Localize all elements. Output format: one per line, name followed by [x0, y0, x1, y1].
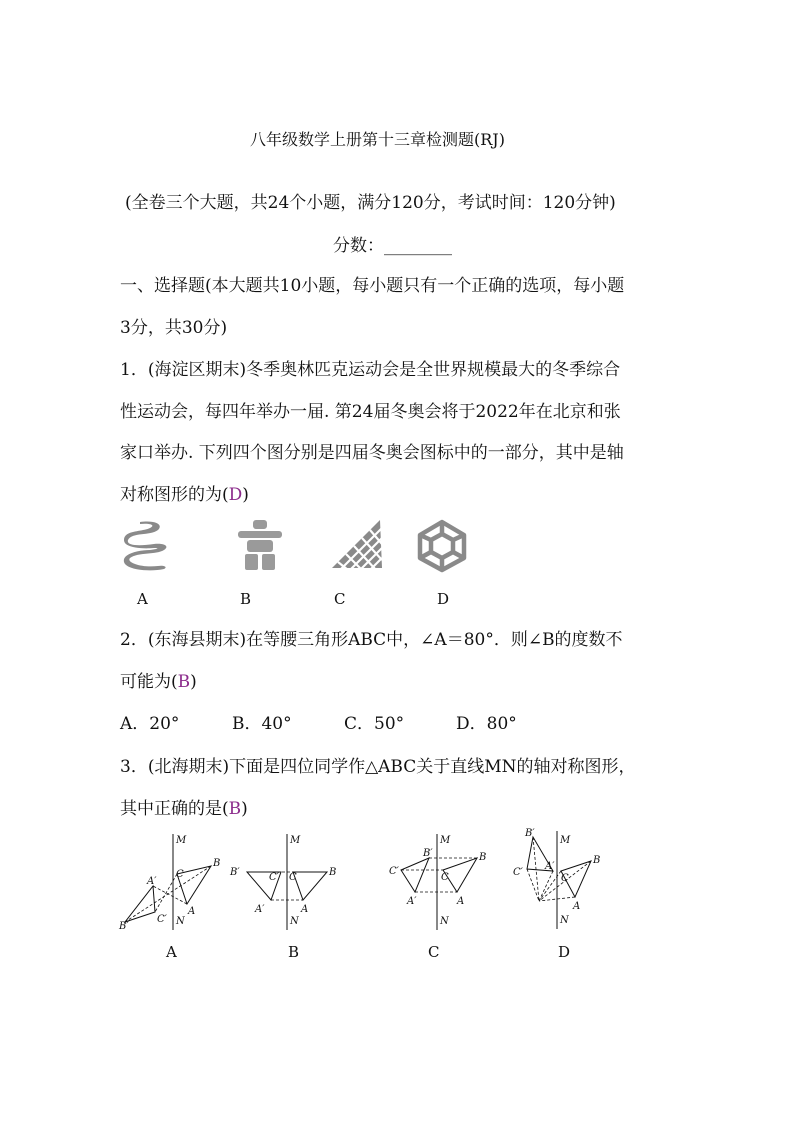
label-a-prime: A′	[407, 896, 417, 907]
q2-option-c: C．50°	[344, 714, 405, 734]
q3-line1: 3．(北海期末)下面是四位同学作△ABC关于直线MN的轴对称图形，	[120, 757, 636, 777]
exam-info: (全卷三个大题，共24个小题，满分120分，考试时间：120分钟)	[125, 193, 616, 213]
q3-figure-b	[225, 830, 345, 935]
q1-option-label-b: B	[240, 590, 252, 608]
q1-line2: 性运动会，每四年举办一届. 第24届冬奥会将于2022年在北京和张	[120, 402, 621, 422]
q1-line4	[120, 487, 249, 504]
label-a-prime: A′	[147, 876, 157, 887]
label-c: C	[289, 872, 297, 883]
label-c: C	[561, 873, 569, 884]
label-n: N	[176, 916, 185, 927]
label-c: C	[441, 872, 449, 883]
q3-stem-end: 其中正确的是(	[120, 799, 229, 819]
q1-option-label-d: D	[437, 590, 450, 608]
q2-line1: 2．(东海县期末)在等腰三角形ABC中，∠A＝80°．则∠B的度数不	[120, 630, 623, 650]
snowflake-icon	[413, 518, 471, 574]
label-n: N	[290, 916, 299, 927]
ribbon-logo-icon	[120, 518, 180, 572]
q2-answer: B	[177, 672, 191, 692]
score-line: 分数：________	[333, 236, 452, 256]
q3-figure-c	[385, 830, 500, 935]
label-a-prime: A′	[545, 861, 555, 872]
label-a: A	[188, 906, 196, 917]
q2-stem-end: 可能为(	[120, 672, 178, 692]
label-a: A	[301, 904, 309, 915]
q1-line1: 1．(海淀区期末)冬季奥林匹克运动会是全世界规模最大的冬季综合	[120, 360, 621, 380]
q3-figure-d	[505, 825, 615, 935]
label-c: C	[176, 869, 184, 880]
label-b: B	[213, 858, 221, 869]
label-n: N	[440, 916, 449, 927]
q1-line3: 家口举办. 下列四个图分别是四届冬奥会图标中的一部分，其中是轴	[120, 443, 624, 463]
label-m: M	[176, 835, 187, 846]
inukshuk-icon	[235, 518, 285, 572]
page-title: 八年级数学上册第十三章检测题(RJ)	[250, 130, 505, 149]
label-b-prime: B′	[525, 828, 535, 839]
label-b-prime: B′	[423, 848, 433, 859]
label-m: M	[560, 835, 571, 846]
label-c-prime: C′	[269, 872, 279, 883]
label-a: A	[457, 896, 465, 907]
q1-option-label-a: A	[137, 590, 148, 608]
label-c-prime: C′	[157, 914, 167, 925]
q3-answer: B	[228, 799, 242, 819]
q2-option-a: A．20°	[120, 714, 180, 734]
q3-fig-label-c: C	[428, 943, 440, 961]
label-b: B	[593, 855, 601, 866]
label-b: B	[329, 867, 337, 878]
q2-option-b: B．40°	[232, 714, 292, 734]
label-m: M	[290, 835, 301, 846]
q1-close-paren: )	[242, 485, 249, 505]
q3-close-paren: )	[241, 799, 248, 819]
q2-option-d: D．80°	[456, 714, 517, 734]
q3-fig-label-a: A	[166, 943, 177, 961]
q1-stem-end: 对称图形的为(	[120, 485, 229, 505]
label-a-prime: A′	[255, 904, 265, 915]
label-n: N	[560, 915, 569, 926]
section-heading-line2: 3分，共30分)	[120, 318, 228, 338]
q2-line2	[120, 674, 197, 691]
q1-answer: D	[228, 485, 243, 505]
q1-option-label-c: C	[334, 590, 346, 608]
label-c-prime: C′	[389, 866, 399, 877]
label-b-prime: B′	[230, 867, 240, 878]
label-c-prime: C′	[513, 867, 523, 878]
q3-figure-a	[115, 830, 225, 935]
q3-line2	[120, 801, 248, 818]
label-b: B	[479, 852, 487, 863]
label-b-prime: B′	[119, 921, 129, 932]
q3-fig-label-b: B	[288, 943, 300, 961]
q3-fig-label-d: D	[558, 943, 571, 961]
mosaic-triangle-icon	[330, 518, 385, 572]
q2-close-paren: )	[190, 672, 197, 692]
label-a: A	[573, 901, 581, 912]
section-heading-line1: 一、选择题(本大题共10小题，每小题只有一个正确的选项，每小题	[120, 276, 625, 296]
label-m: M	[440, 835, 451, 846]
